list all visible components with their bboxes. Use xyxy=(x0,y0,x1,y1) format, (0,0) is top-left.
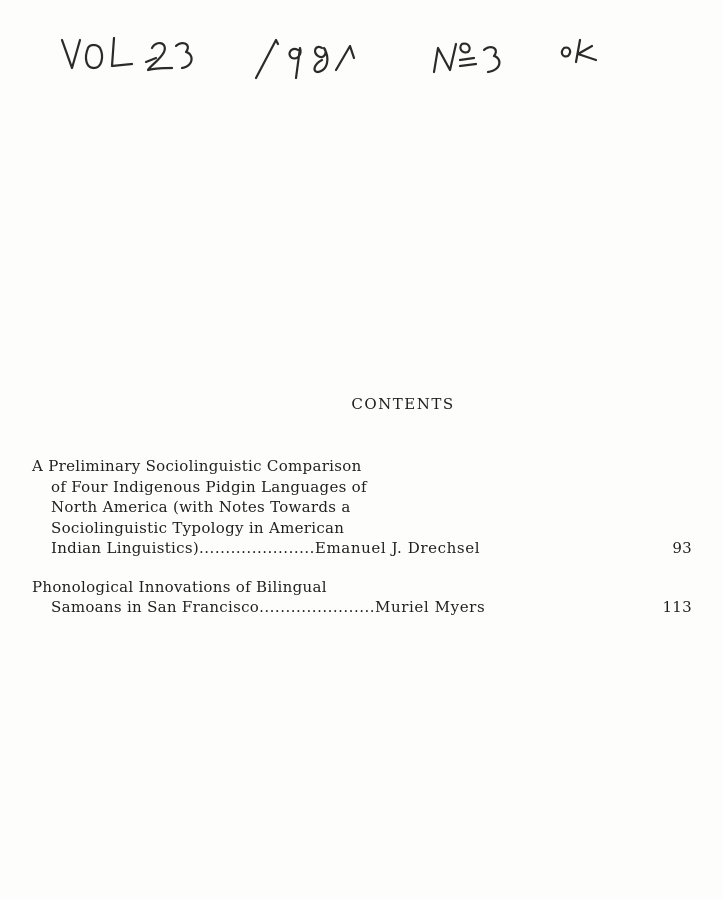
toc-entry-page-number: 93 xyxy=(672,539,692,557)
toc-entry-myers xyxy=(32,577,704,618)
toc-entry-drechsel xyxy=(32,456,704,559)
toc-entry-title-line: Indian Linguistics) xyxy=(51,539,200,557)
toc-entry-title-line: Sociolinguistic Typology in American xyxy=(51,518,345,537)
toc-entry-last-line xyxy=(32,597,704,618)
toc-entry-page-number: 113 xyxy=(662,598,692,616)
contents-heading: CONTENTS xyxy=(351,395,455,413)
toc-entry-title-line: of Four Indigenous Pidgin Languages of xyxy=(51,477,367,496)
dot-leader: ...................... xyxy=(199,539,315,557)
toc-entry-last-line xyxy=(32,538,704,559)
dot-leader: ...................... xyxy=(259,598,376,616)
toc-entry-author: Muriel Myers xyxy=(375,598,486,616)
toc-entry-author: Emanuel J. Drechsel xyxy=(314,539,481,557)
table-of-contents xyxy=(32,456,704,636)
toc-entry-title-line: Phonological Innovations of Bilingual xyxy=(32,577,327,596)
toc-entry-title-line: Samoans in San Francisco xyxy=(51,598,260,616)
toc-entry-title-line: A Preliminary Sociolinguistic Comparison xyxy=(32,457,362,475)
toc-entry-title-line: North America (with Notes Towards a xyxy=(51,498,351,516)
handwritten-volume-annotation xyxy=(40,18,640,98)
